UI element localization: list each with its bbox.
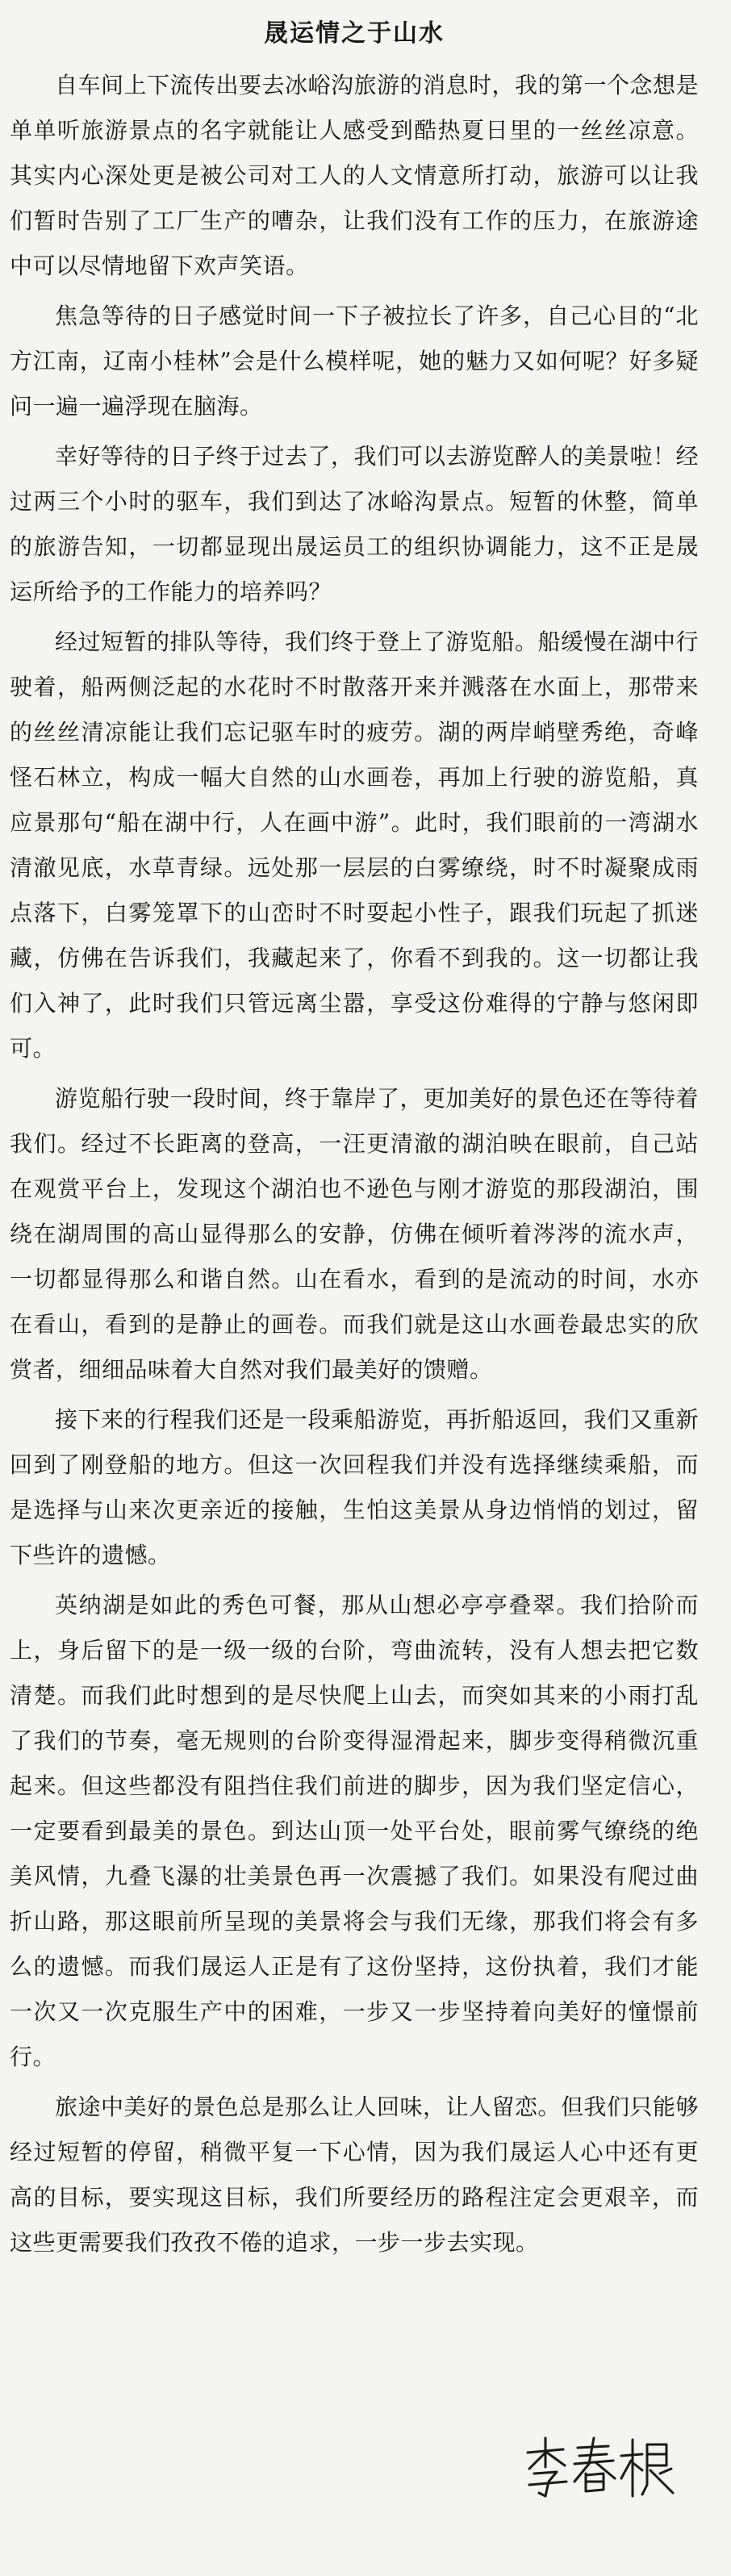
paragraph-8: 旅途中美好的景色总是那么让人回味，让人留恋。但我们只能够经过短暂的停留，稍微平复一下心情，因为我们晟运人心中还有更高的目标，要实现这目标，我们所要经历的路程注定会更艰辛，而这些更需要我们孜孜不倦的追求，一步一步去实现。 (10, 2094, 700, 2256)
author-signature (521, 2428, 683, 2501)
paragraph-2: 焦急等待的日子感觉时间一下子被拉长了许多，自己心目的“北方江南，辽南小桂林”会是什么模样呢，她的魅力又如何呢？好多疑问一遍一遍浮现在脑海。 (10, 303, 699, 420)
document-title: 晟运情之于山水 (264, 19, 445, 48)
paragraph-6: 接下来的行程我们还是一段乘船游览，再折船返回，我们又重新回到了刚登船的地方。但这一次回程我们并没有选择继续乘船，而是选择与山来次更亲近的接触，生怕这美景从身边悄悄的划过，留下些许的遗憾。 (10, 1406, 700, 1568)
paragraph-1: 自车间上下流传出要去冰峪沟旅游的消息时，我的第一个念想是单单听旅游景点的名字就能让人感受到酷热夏日里的一丝丝凉意。其实内心深处更是被公司对工人的人文情意所打动，旅游可以让我们暂时告别了工厂生产的嘈杂，让我们没有工作的压力，在旅游途中可以尽情地留下欢声笑语。 (10, 72, 700, 279)
paragraph-7: 英纳湖是如此的秀色可餐，那从山想必亭亭叠翠。我们拾阶而上，身后留下的是一级一级的台阶，弯曲流转，没有人想去把它数清楚。而我们此时想到的是尽快爬上山去，而突如其来的小雨打乱了我们的节奏，毫无规则的台阶变得湿滑起来，脚步变得稍微沉重起来。但这些都没有阻挡住我们前进的脚步，因为我们坚定信心，一定要看到最美的景色。到达山顶一处平台处，眼前雾气缭绕的绝美风情，九叠飞瀑的壮美景色再一次震撼了我们。如果没有爬过曲折山路，那这眼前所呈现的美景将会与我们无缘，那我们将会有多么的遗憾。而我们晟运人正是有了这份坚持，这份执着，我们才能一次又一次克服生产中的困难，一步又一步坚持着向美好的憧憬前行。 (10, 1592, 699, 2070)
paragraph-5: 游览船行驶一段时间，终于靠岸了，更加美好的景色还在等待着我们。经过不长距离的登高，一汪更清澈的湖泊映在眼前，自己站在观赏平台上，发现这个湖泊也不逊色与刚才游览的那段湖泊，围绕在湖周围的高山显得那么的安静，仿佛在倾听着涔涔的流水声，一切都显得那么和谐自然。山在看水，看到的是流动的时间，水亦在看山，看到的是静止的画卷。而我们就是这山水画卷最忠实的欣赏者，细细品味着大自然对我们最美好的馈赠。 (10, 1085, 700, 1383)
paragraph-4: 经过短暂的排队等待，我们终于登上了游览船。船缓慢在湖中行驶着，船两侧泛起的水花时不时散落开来并溅落在水面上，那带来的丝丝清凉能让我们忘记驱车时的疲劳。湖的两岸峭壁秀绝，奇峰怪石林立，构成一幅大自然的山水画卷，再加上行驶的游览船，真应景那句“船在湖中行，人在画中游”。此时，我们眼前的一湾湖水清澈见底，水草青绿。远处那一层层的白雾缭绕，时不时凝聚成雨点落下，白雾笼罩下的山峦时不时耍起小性子，跟我们玩起了抓迷藏，仿佛在告诉我们，我藏起来了，你看不到我的。这一切都让我们入神了，此时我们只管远离尘嚣，享受这份难得的宁静与悠闲即可。 (10, 628, 700, 1062)
paragraph-3: 幸好等待的日子终于过去了，我们可以去游览醉人的美景啦！经过两三个小时的驱车，我们到达了冰峪沟景点。短暂的休整，简单的旅游告知，一切都显现出晟运员工的组织协调能力，这不正是晟运所给予的工作能力的培养吗？ (10, 443, 700, 605)
